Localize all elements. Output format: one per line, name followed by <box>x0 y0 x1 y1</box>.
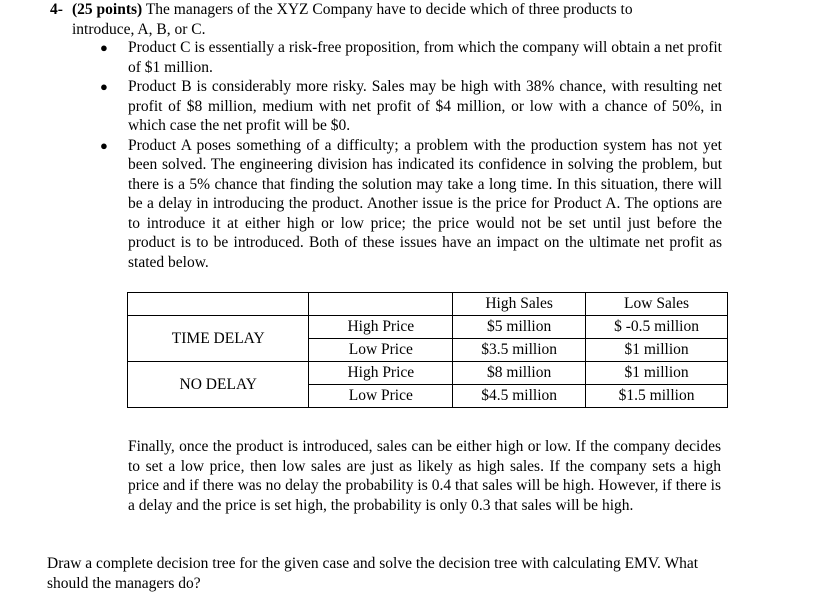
bullet-dot-icon: ● <box>100 137 108 153</box>
table-header-cell <box>128 293 309 316</box>
low-sales-cell: $1.5 million <box>586 385 728 408</box>
group-label: TIME DELAY <box>128 316 309 362</box>
table-row <box>128 362 728 385</box>
question-header <box>50 0 722 39</box>
bullet-text: Product B is considerably more risky. Sales may be high with 38% chance, with resulting net profit of $8 million, medium with net profit of $4 million, or low with a chance of 50%, in which case the net profit will be $0. <box>128 78 722 134</box>
table-row <box>128 316 728 339</box>
bullet-dot-icon: ● <box>100 79 108 94</box>
table-header-cell: Low Sales <box>586 293 728 316</box>
low-sales-cell: $1 million <box>586 362 728 385</box>
high-sales-cell: $4.5 million <box>453 385 586 408</box>
product-bullet-list <box>100 38 722 272</box>
low-sales-cell: $ -0.5 million <box>586 316 728 339</box>
closing-paragraph: Finally, once the product is introduced, sales can be either high or low. If the company decides to set a low price, then low sales are just as likely as high sales. If the company sets a high price and if there was no delay the probability is 0.4 that sales will be high. However, if there is a delay and the price is set high, the probability is only 0.3 that sales will be high. <box>128 438 721 514</box>
low-sales-cell: $1 million <box>586 339 728 362</box>
question-points: (25 points) <box>72 1 143 18</box>
payoff-table <box>127 292 728 408</box>
bullet-text: Product C is essentially a risk-free proposition, from which the company will obtain a net profit of $1 million. <box>128 39 722 76</box>
high-sales-cell: $5 million <box>453 316 586 339</box>
question-intro-first: The managers of the XYZ Company have to decide which of three products to <box>145 1 633 18</box>
group-label: NO DELAY <box>128 362 309 408</box>
bullet-product-a <box>100 136 722 273</box>
price-cell: Low Price <box>309 385 453 408</box>
question-intro-rest: introduce, A, B, or C. <box>72 20 206 38</box>
table-header-row <box>128 293 728 316</box>
question-number: 4- <box>50 1 63 18</box>
table-header-cell: High Sales <box>453 293 586 316</box>
bullet-product-b <box>100 77 722 136</box>
task-instruction: Draw a complete decision tree for the given case and solve the decision tree with calculating EMV. What should the managers do? <box>47 555 699 592</box>
bullet-text: Product A poses something of a difficulty; a problem with the production system has not yet been solved. The engineering division has indicated its confidence in solving the problem, but there is a 5% chance that finding the solution may take a long time. In this situation, there will be a delay in introducing the product. Another issue is the price for Product A. The options are to introduce it at either high or low price; the price would not be set until just before the product is to be introduced. Both of these issues have an impact on the ultimate net profit as stated below. <box>128 136 722 271</box>
high-sales-cell: $8 million <box>453 362 586 385</box>
table-header-cell <box>309 293 453 316</box>
bullet-product-c <box>100 38 722 77</box>
price-cell: High Price <box>309 362 453 385</box>
price-cell: Low Price <box>309 339 453 362</box>
price-cell: High Price <box>309 316 453 339</box>
bullet-dot-icon: ● <box>100 40 108 55</box>
high-sales-cell: $3.5 million <box>453 339 586 362</box>
